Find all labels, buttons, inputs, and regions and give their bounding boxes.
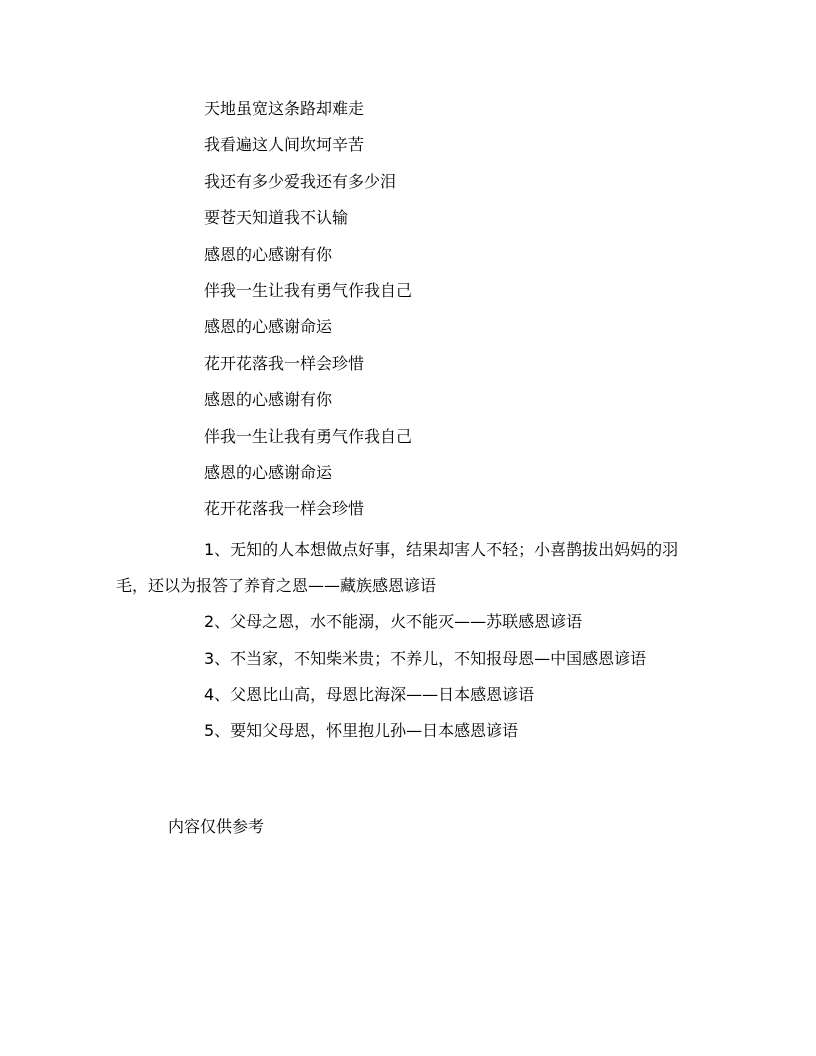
lyric-line: 花开花落我一样会珍惜 (204, 353, 365, 373)
lyric-line: 天地虽宽这条路却难走 (204, 99, 365, 118)
lyric-line: 花开花落我一样会珍惜 (204, 499, 365, 519)
lyric-line: 感恩的心感谢命运 (204, 462, 333, 482)
proverb-item: 1、无知的人本想做点好事，结果却害人不轻；小喜鹊拔出妈妈的羽毛，还以为报答了养育之恩——藏族感恩谚语 (116, 540, 679, 596)
proverb-item: 2、父母之恩，水不能溺，火不能灭——苏联感恩谚语 (204, 612, 583, 632)
proverb-item: 4、父恩比山高，母恩比海深——日本感恩谚语 (204, 684, 535, 704)
proverb-item: 5、要知父母恩，怀里抱儿孙—日本感恩谚语 (204, 721, 519, 741)
lyric-line: 感恩的心感谢有你 (204, 244, 333, 264)
proverb-item: 3、不当家，不知柴米贵；不养儿，不知报母恩—中国感恩谚语 (204, 648, 647, 668)
lyric-line: 感恩的心感谢有你 (204, 390, 333, 410)
lyric-line: 感恩的心感谢命运 (204, 317, 333, 337)
lyric-line: 伴我一生让我有勇气作我自己 (204, 426, 413, 446)
lyric-line: 伴我一生让我有勇气作我自己 (204, 280, 413, 300)
lyric-line: 我还有多少爱我还有多少泪 (204, 171, 397, 191)
lyric-line: 我看遍这人间坎坷辛苦 (204, 135, 365, 155)
lyric-line: 要苍天知道我不认输 (204, 208, 349, 228)
footer-note: 内容仅供参考 (168, 817, 265, 836)
lyrics-block (204, 96, 764, 533)
proverbs-list (116, 532, 696, 749)
